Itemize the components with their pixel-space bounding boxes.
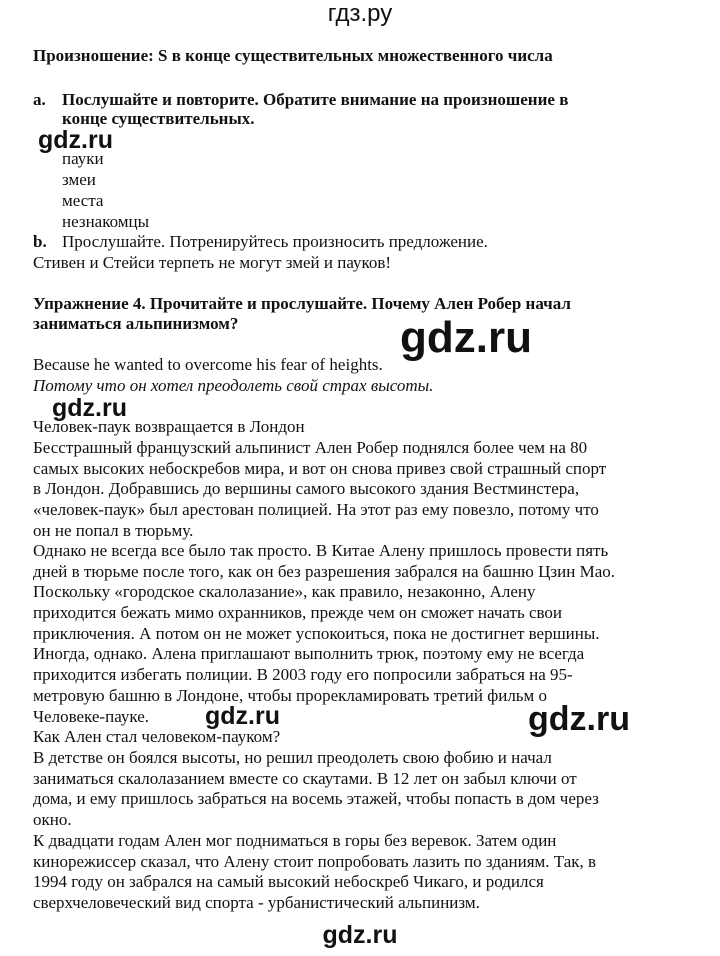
answer-russian: Потому что он хотел преодолеть свой страх высоты. — [33, 376, 434, 395]
text-line: самых высоких небоскребов мира, и вот он снова привез свой страшный спорт — [33, 458, 607, 478]
text-line: метровую башню в Лондоне, чтобы прорекламировать третий фильм о — [33, 685, 548, 705]
text-line: сверхчеловеческий вид спорта - урбанистический альпинизм. — [33, 893, 480, 913]
text-line: дома, и ему пришлось забраться на восемь этажей, чтобы попасть в дом через — [33, 789, 599, 809]
word-list-item: места — [62, 191, 104, 210]
text-line: заниматься скалолазанием вместе со скаутами. В 12 лет он забыл ключи от — [33, 768, 577, 788]
text-line: он не попал в тюрьму. — [33, 520, 194, 540]
article-paragraph-3 — [33, 748, 599, 831]
item-a-line-1: Послушайте и повторите. Обратите внимание на произношение в — [62, 90, 569, 109]
item-b-marker: b. — [33, 232, 47, 251]
text-line: К двадцати годам Ален мог подниматься в горы без веревок. Затем один — [33, 831, 557, 850]
text-line: Иногда, однако. Алена приглашают выполнить трюк, поэтому ему не всегда — [33, 644, 585, 664]
text-line: приключения. А потом он не может успокоиться, пока не достигнет вершины. — [33, 623, 600, 643]
answer-english: Because he wanted to overcome his fear of heights. — [33, 355, 383, 374]
article-paragraph-1 — [33, 438, 606, 541]
exercise-4-title-line-2: заниматься альпинизмом? — [33, 314, 239, 333]
text-line: «человек-паук» был арестован полицией. На этот раз ему повезло, потому что — [33, 500, 599, 520]
watermark: gdz.ru — [38, 126, 113, 154]
article-subheading: Как Ален стал человеком-пауком? — [33, 727, 281, 746]
section-title-pronunciation: Произношение: S в конце существительных множественного числа — [33, 46, 553, 65]
word-list-item: незнакомцы — [62, 212, 150, 231]
item-a-line-2: конце существительных. — [62, 109, 255, 128]
text-line: 1994 году он забрался на самый высокий небоскреб Чикаго, и родился — [33, 872, 544, 892]
watermark: gdz.ru — [322, 921, 398, 949]
text-line: дней в тюрьме после того, как он без разрешения забрался на башню Цзин Мао. — [33, 561, 615, 581]
text-line: В детстве он боялся высоты, но решил преодолеть свою фобию и начал — [33, 748, 552, 767]
exercise-4-title-line-1: Упражнение 4. Прочитайте и прослушайте. Почему Ален Робер начал — [33, 294, 571, 313]
item-a-marker: a. — [33, 90, 46, 109]
article-paragraph-4 — [33, 831, 596, 914]
article-title: Человек-паук возвращается в Лондон — [33, 417, 305, 436]
watermark: gdz.ru — [528, 700, 630, 738]
word-list-item: пауки — [62, 149, 104, 168]
text-line: Человеке-пауке. — [33, 706, 150, 726]
text-line: приходится избегать полиции. В 2003 году его попросили забраться на 95- — [33, 665, 573, 685]
text-line: Поскольку «городское скалолазание», как правило, незаконно, Алену — [33, 582, 536, 602]
text-line: Однако не всегда все было так просто. В Китае Алену пришлось провести пять — [33, 541, 609, 560]
text-line: Бесстрашный французский альпинист Ален Робер поднялся более чем на 80 — [33, 438, 588, 457]
watermark: gdz.ru — [400, 313, 532, 362]
text-line: кинорежиссер сказал, что Алену стоит попробовать лазить по зданиям. Так, в — [33, 851, 597, 871]
site-header: гдз.ру — [327, 0, 393, 27]
word-list-item: змеи — [62, 170, 96, 189]
practice-sentence: Стивен и Стейси терпеть не могут змей и пауков! — [33, 253, 392, 272]
text-line: приходится бежать мимо охранников, прежде чем он сможет начать свои — [33, 603, 563, 623]
text-line: в Лондон. Добравшись до вершины самого высокого здания Вестминстера, — [33, 479, 580, 499]
item-b-text: Прослушайте. Потренируйтесь произносить предложение. — [62, 232, 488, 251]
text-line: окно. — [33, 810, 72, 830]
watermark: gdz.ru — [205, 702, 280, 730]
watermark: gdz.ru — [52, 394, 127, 422]
